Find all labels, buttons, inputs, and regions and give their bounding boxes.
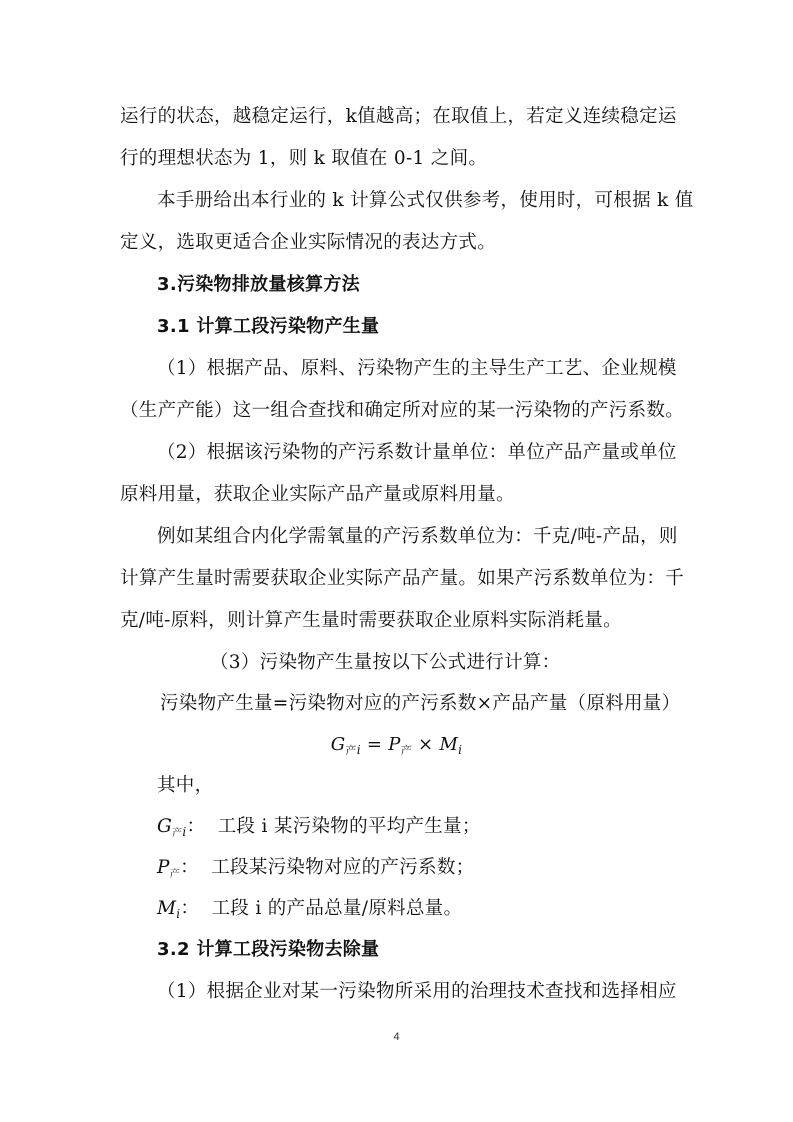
formula-p: P [388,734,401,755]
formula-equals: = [360,734,389,755]
paragraph-line [157,525,678,549]
formula-m: M [439,734,459,755]
text-segment: （生产产能）这一组合查找和确定所对应的某一污染物的产污系数。 [120,400,685,421]
paragraph-line [157,980,677,1004]
text-segment: （1）根据产品、原料、污染物产生的主导生产工艺、企业规模 [157,358,677,379]
definition-text: 工段 i 的产品总量/原料总量。 [211,898,463,919]
subsection-heading: 3.1 计算工段污染物产生量 [157,316,380,337]
symbol-g [157,816,187,837]
text-segment: 行的理想状态为 1，则 k 取值在 0-1 之间。 [120,148,488,169]
symbol-subscript-chan: 产 [169,869,181,880]
definition-text: 工段 i 某污染物的平均产生量； [217,816,481,837]
text-segment: 克/吨-原料，则计算产生量时需要获取企业原料实际消耗量。 [120,610,622,631]
paragraph-line [157,189,694,213]
symbol-letter: M [157,898,177,919]
paragraph-line [120,609,672,633]
definition-p: $P_产$： 工段某污染物对应的产污系数； [157,857,475,880]
paragraph-line [210,651,670,675]
symbol-p [157,857,180,878]
definition-m: $M_i$： 工段 i 的产品总量/原料总量。 [157,898,463,921]
paragraph-line [120,483,672,507]
paragraph-line [120,567,685,591]
subsection-heading: 3.2 计算工段污染物去除量 [157,939,380,960]
symbol-letter: P [157,857,170,878]
symbol-subscript-i: i [176,907,181,921]
formula-times: × [412,734,440,755]
section-heading: 3.污染物排放量核算方法 [157,274,360,295]
formula-subscript-chan: 产 [345,744,357,757]
paragraph-line [157,357,677,381]
text-segment: 本手册给出本行业的 k 计算公式仅供参考，使用时，可根据 k 值 [157,190,694,211]
paragraph-line [120,399,685,423]
text-segment: 定义，选取更适合企业实际情况的表达方式。 [120,232,497,253]
text-segment: （1）根据企业对某一污染物所采用的治理技术查找和选择相应 [157,981,677,1002]
formula-subscript-i: i [458,743,463,757]
symbol-m [157,898,180,919]
formula-g: G [330,734,346,755]
formula-subscript-i: i [356,743,361,757]
text-segment: 计算产生量时需要获取企业实际产品产量。如果产污系数单位为：千 [120,568,685,589]
text-segment: （2）根据该污染物的产污系数计量单位：单位产品产量或单位 [157,442,677,463]
formula-subscript-chan: 产 [400,744,412,757]
text-segment: （3）污染物产生量按以下公式进行计算： [210,652,561,673]
paragraph-line: 其中， [157,775,214,796]
text-segment: 例如某组合内化学需氧量的产污系数单位为：千克/吨-产品，则 [157,526,678,547]
text-segment: 运行的状态，越稳定运行，k值越高；在取值上，若定义连续稳定运 [120,106,677,127]
paragraph-line [120,105,677,129]
paragraph-line [157,441,677,465]
symbol-subscript-chan: 产 [172,828,183,839]
formula-text: 污染物产生量=污染物对应的产污系数×产品产量（原料用量） [160,693,681,714]
symbol-subscript-i: i [182,825,187,839]
symbol-letter: G [157,816,173,837]
text-segment: 原料用量，获取企业实际产品产量或原料用量。 [120,484,515,505]
definition-g: $G_{产i}$： 工段 i 某污染物的平均产生量； [157,816,481,839]
paragraph-line [120,147,672,171]
page-number: 4 [393,1031,400,1043]
paragraph-line [120,231,672,255]
formula-equation [0,733,793,763]
definition-text: 工段某污染物对应的产污系数； [211,857,475,878]
